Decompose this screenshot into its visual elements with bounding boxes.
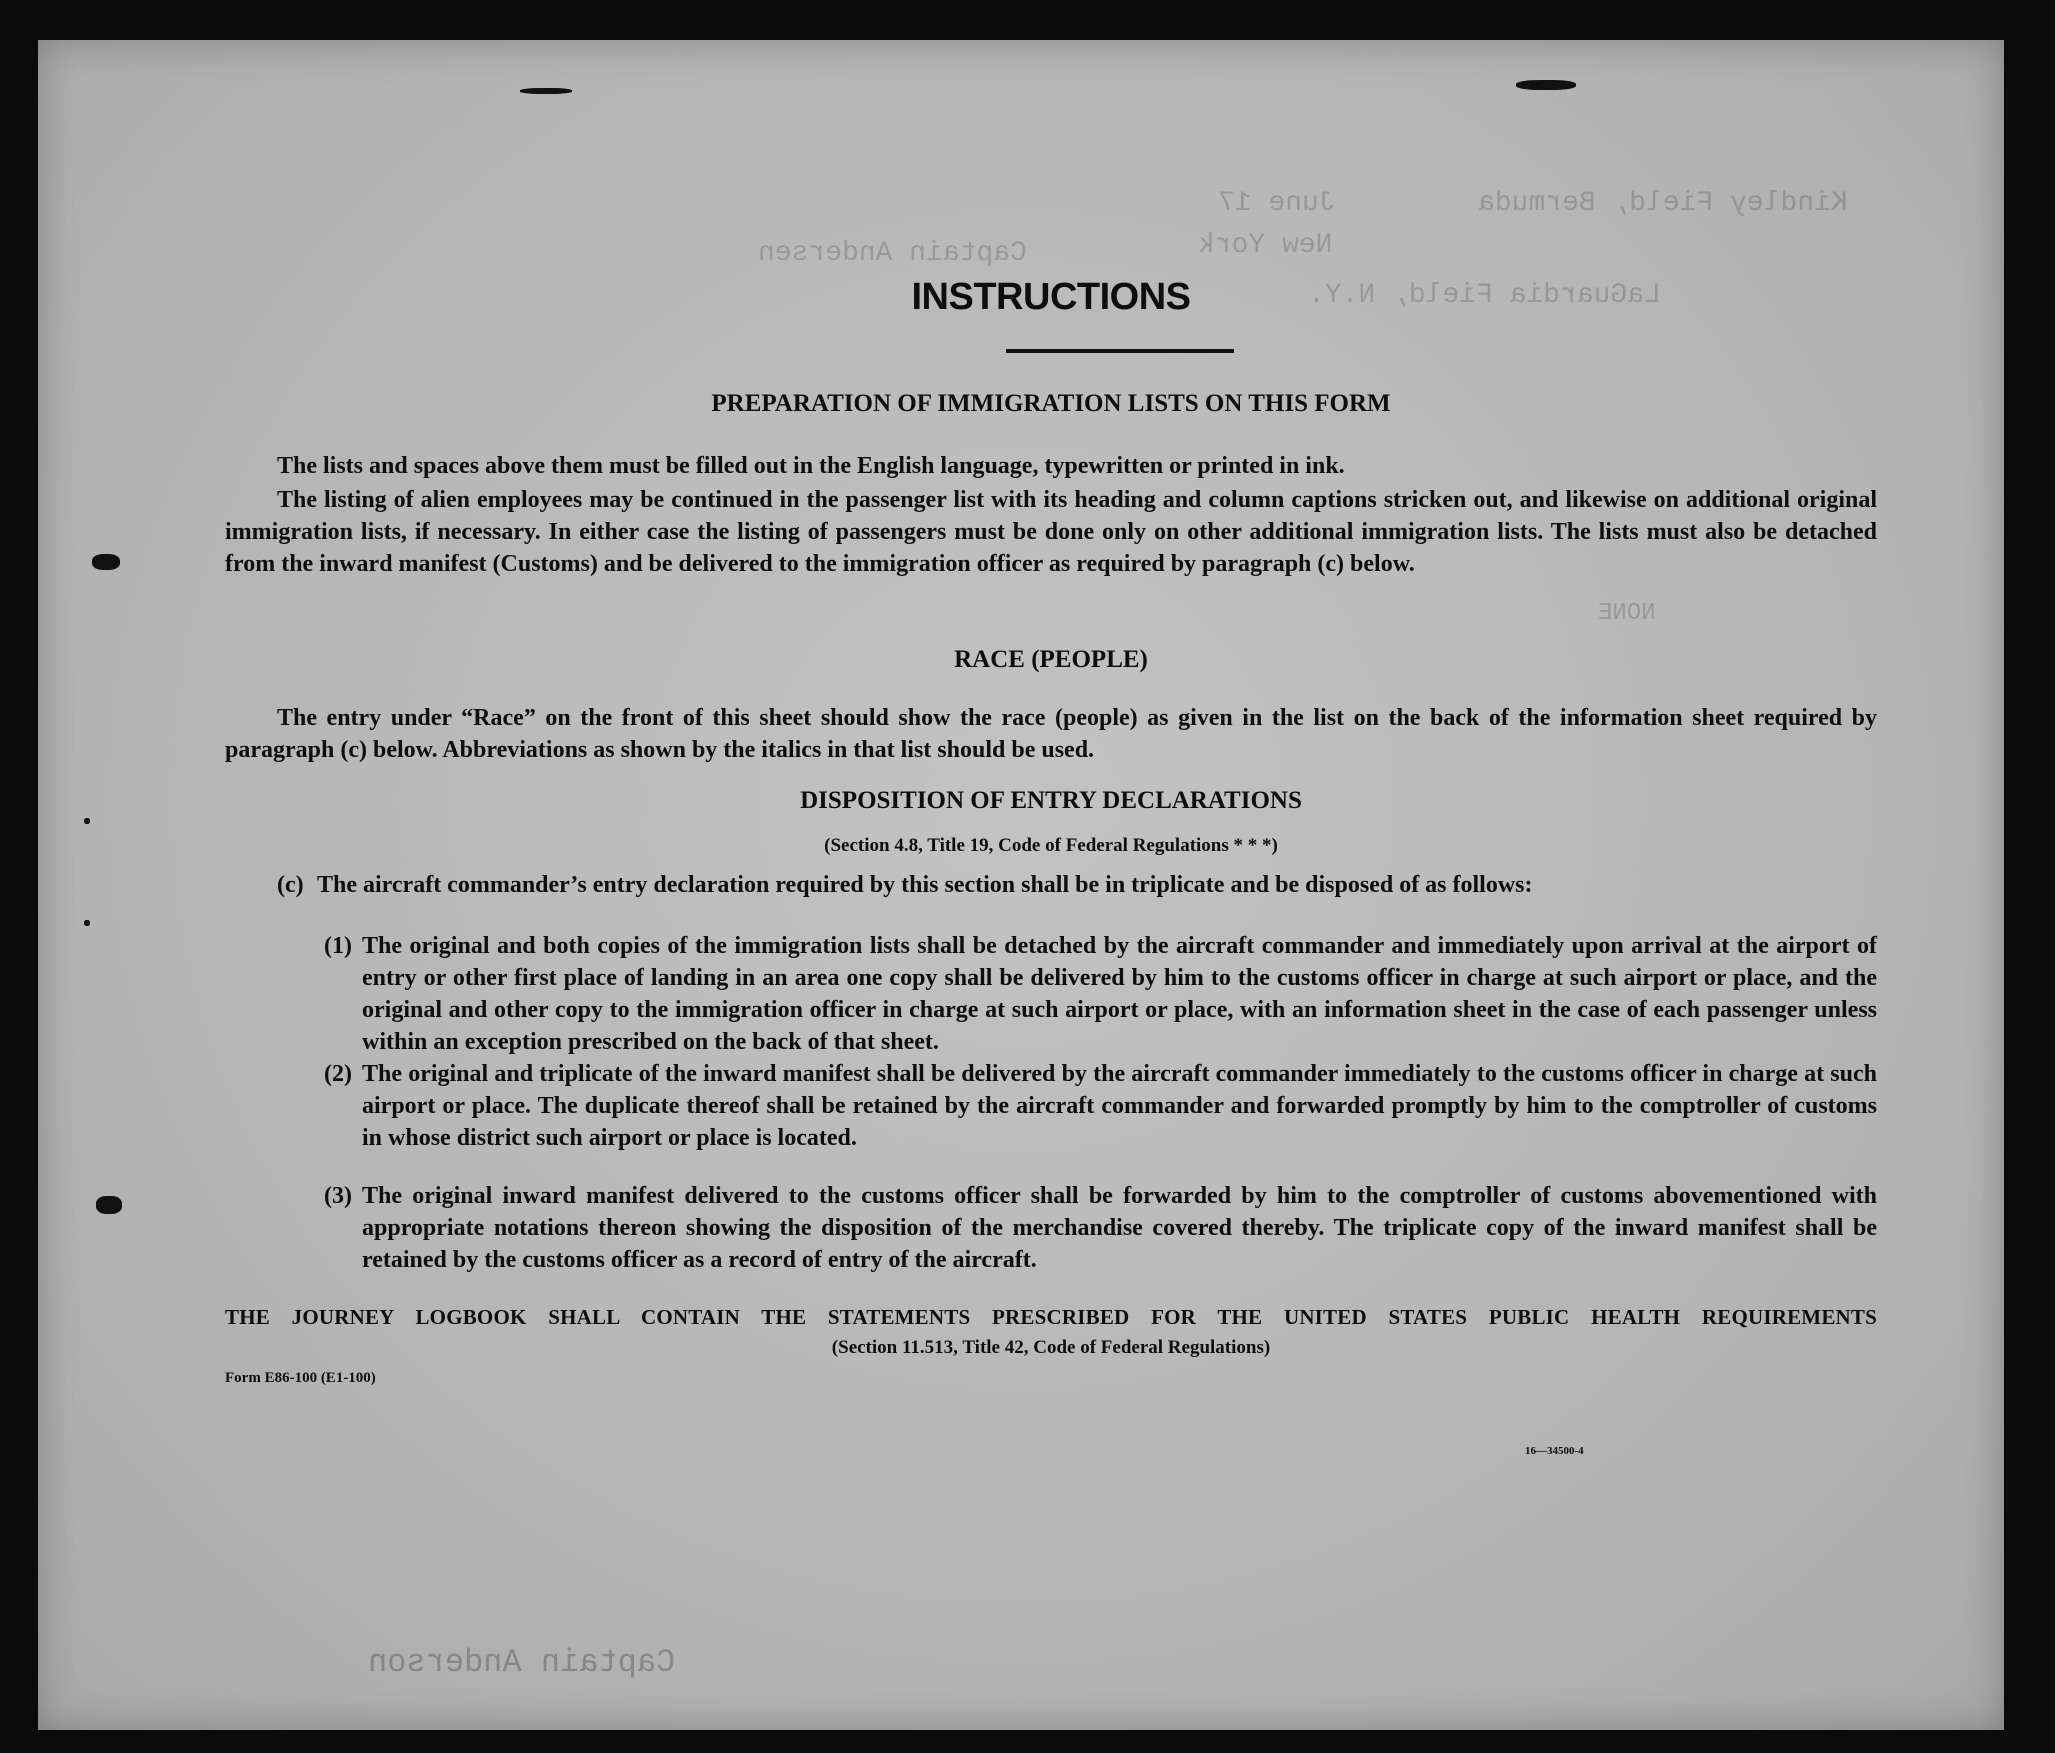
health-requirements-statement: THE JOURNEY LOGBOOK SHALL CONTAIN THE STATEMENTS PRESCRIBED FOR THE UNITED STATES PUBLIC HEALTH REQUIREMENTS bbox=[225, 1305, 1877, 1329]
item-3-text: The original inward manifest delivered to the customs officer shall be forwarded by him to the comptroller of customs abovementioned with appropriate notations thereon showing the disposition of the merchandise covered thereby. The triplicate copy of the inward manifest shall be retained by the customs officer as a record of entry of the aircraft. bbox=[362, 1183, 1877, 1273]
form-number: Form E86-100 (E1-100) bbox=[225, 1370, 376, 1386]
bleed-through-text: NONE bbox=[1598, 600, 1656, 627]
bleed-through-text: Kindley Field, Bermuda bbox=[1478, 188, 1848, 219]
item-1-label: (1) bbox=[324, 933, 352, 959]
print-code: 16—34500-4 bbox=[1525, 1445, 1584, 1457]
health-citation: (Section 11.513, Title 42, Code of Federal Regulations) bbox=[831, 1337, 1271, 1358]
bleed-through-text: Captain Andersen bbox=[758, 238, 1027, 269]
bleed-through-text: Captain Anderson bbox=[368, 1644, 676, 1681]
bleed-through-text: June 17 bbox=[1218, 188, 1336, 219]
punch-mark bbox=[96, 1196, 122, 1214]
paragraph-c-text: The aircraft commander’s entry declaration required by this section shall be in triplicate and be disposed of as follows: bbox=[317, 872, 1533, 898]
paragraph-c-label: (c) bbox=[277, 872, 304, 898]
punch-mark bbox=[84, 920, 90, 926]
item-2-label: (2) bbox=[324, 1061, 352, 1087]
punch-mark bbox=[92, 554, 120, 570]
preparation-paragraph-1: The lists and spaces above them must be filled out in the English language, typewritten or printed in ink. bbox=[277, 453, 1345, 479]
scan-mark bbox=[1516, 80, 1576, 90]
page-title: INSTRUCTIONS bbox=[911, 276, 1191, 318]
race-heading: RACE (PEOPLE) bbox=[954, 646, 1148, 673]
item-1-text: The original and both copies of the immigration lists shall be detached by the aircraft commander and immediately upon arrival at the airport of entry or other first place of landing in an area one copy shall be delivered by him to the customs officer in charge at such airport or place, and the original and other copy to the immigration officer in charge at such airport or place, with an information sheet in the case of each passenger unless within an exception prescribed on the back of that sheet. bbox=[362, 933, 1877, 1055]
document-page bbox=[38, 40, 2004, 1730]
punch-mark bbox=[84, 818, 90, 824]
item-2-text: The original and triplicate of the inward manifest shall be delivered by the aircraft commander immediately to the customs officer in charge at such airport or place. The duplicate thereof shall be retained by the aircraft commander and forwarded promptly by him to the comptroller of customs in whose district such airport or place is located. bbox=[362, 1061, 1877, 1151]
disposition-heading: DISPOSITION OF ENTRY DECLARATIONS bbox=[800, 787, 1302, 814]
bleed-through-text: LaGuardia Field, N.Y. bbox=[1308, 280, 1661, 311]
preparation-heading: PREPARATION OF IMMIGRATION LISTS ON THIS FORM bbox=[711, 390, 1391, 417]
item-3-label: (3) bbox=[324, 1183, 352, 1209]
preparation-paragraph-2: The listing of alien employees may be continued in the passenger list with its heading and column captions stricken out, and likewise on additional original immigration lists, if necessary. In either case the listing of passengers must be done only on other additional immigration lists. The lists must also be detached from the inward manifest (Customs) and be delivered to the immigration officer as required by paragraph (c) below. bbox=[225, 487, 1877, 577]
disposition-citation: (Section 4.8, Title 19, Code of Federal Regulations * * *) bbox=[824, 835, 1278, 856]
title-underline bbox=[1006, 349, 1234, 353]
race-paragraph: The entry under “Race” on the front of this sheet should show the race (people) as given in the list on the back of the information sheet required by paragraph (c) below. Abbreviations as shown by the italics in that list should be used. bbox=[225, 705, 1877, 763]
scan-mark bbox=[520, 88, 572, 94]
bleed-through-text: New York bbox=[1198, 230, 1333, 261]
